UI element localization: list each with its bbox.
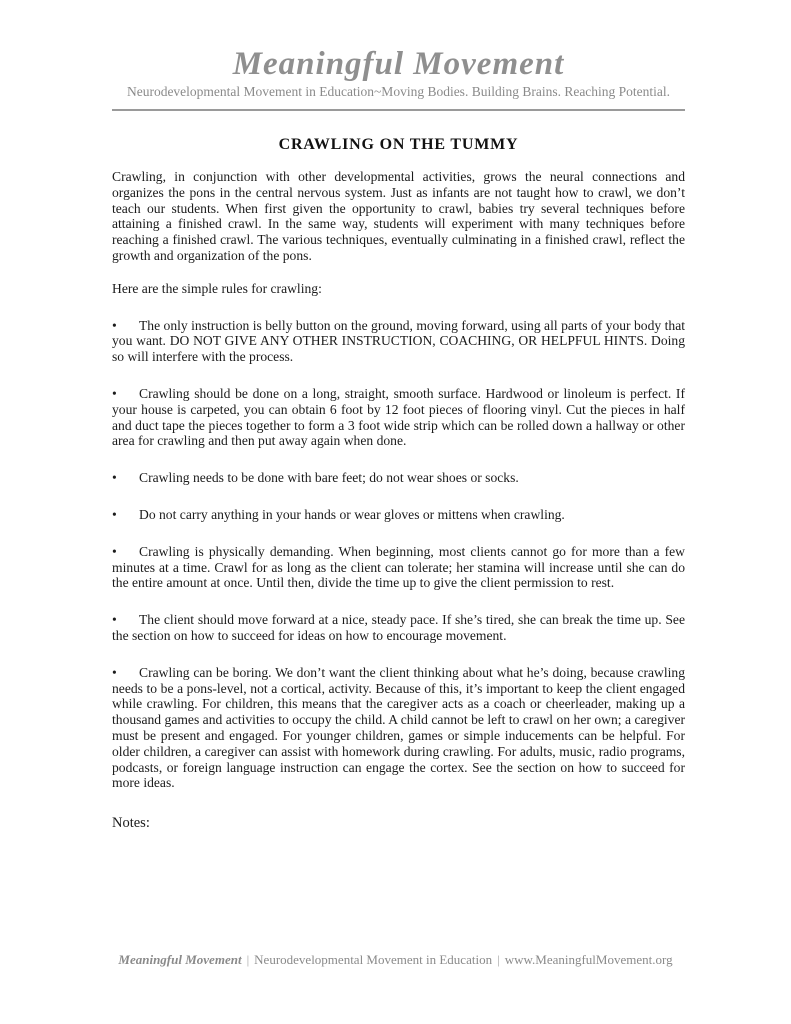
brand-title: Meaningful Movement — [232, 46, 565, 82]
page-title: CRAWLING ON THE TUMMY — [278, 136, 519, 153]
intro-paragraph: Crawling, in conjunction with other developmental activities, grows the neural connections and organizes the pons in the central nervous system. Just as infants are not taught how to crawl, we don’t teach our students. When first given the opportunity to crawl, babies try several techniques before attaining a finished crawl. In the same way, students will experiment with many techniques before reaching a finished crawl. The various techniques, eventually culminating in a finished crawl, reflect the growth and organization of the pons. — [112, 169, 685, 263]
bullet-item — [112, 665, 685, 791]
footer-separator: | — [497, 952, 500, 967]
bullet-text: Do not carry anything in your hands or wear gloves or mittens when crawling. — [139, 506, 565, 522]
bullet-icon: • — [112, 664, 117, 680]
bullet-item — [112, 386, 685, 449]
footer-url: www.MeaningfulMovement.org — [504, 952, 673, 967]
bullet-text: Crawling can be boring. We don’t want the client thinking about what he’s doing, because crawling needs to be a pons-level, not a cortical, activity. Because of this, it’s important to keep the client engaged while crawling. For children, this means that the caregiver acts as a coach or cheerleader, making up a thousand games and activities to occupy the child. A child cannot be left to crawl on her own; a caregiver must be present and engaged. For younger children, games or simple inducements can be helpful. For older children, a caregiver can assist with homework during crawling. For adults, music, radio programs, podcasts, or foreign language instruction can engage the cortex. See the section on how to succeed for more ideas. — [112, 664, 685, 791]
bullet-item — [112, 470, 685, 486]
bullet-icon: • — [112, 385, 117, 401]
bullet-item — [112, 507, 685, 523]
brand-subtitle: Neurodevelopmental Movement in Education~Moving Bodies. Building Brains. Reaching Potential. — [126, 84, 671, 99]
bullet-text: The client should move forward at a nice, steady pace. If she’s tired, she can break the time up. See the section on how to succeed for ideas on how to encourage movement. — [112, 612, 685, 643]
bullet-text: The only instruction is belly button on the ground, moving forward, using all parts of your body that you want. DO NOT GIVE ANY OTHER INSTRUCTION, COACHING, OR HELPFUL HINTS. Doing so will interfere with the process. — [112, 317, 685, 365]
bullet-text: Crawling should be done on a long, straight, smooth surface. Hardwood or linoleum is perfect. If your house is carpeted, you can obtain 6 foot by 12 foot pieces of flooring vinyl. Cut the pieces in half and duct tape the pieces together to form a 3 foot wide strip which can be rolled down a hallway or other area for crawling and then put away again when done. — [112, 385, 685, 449]
bullet-icon: • — [112, 470, 117, 486]
bullet-icon: • — [112, 612, 117, 628]
bullet-item — [112, 544, 685, 591]
bullet-item — [112, 318, 685, 365]
bullet-icon: • — [112, 317, 117, 333]
bullet-item — [112, 612, 685, 644]
rules-intro: Here are the simple rules for crawling: — [112, 280, 322, 296]
footer-tagline: Neurodevelopmental Movement in Education — [254, 952, 493, 967]
bullet-text: Crawling is physically demanding. When beginning, most clients cannot go for more than a few minutes at a time. Crawl for as long as the client can tolerate; her stamina will increase until she can do the entire amount at once. Until then, divide the time up to give the client permission to rest. — [112, 543, 685, 591]
page-footer — [0, 952, 791, 968]
bullet-icon: • — [112, 543, 117, 559]
bullet-list — [112, 318, 685, 792]
letterhead — [112, 46, 685, 111]
bullet-icon: • — [112, 506, 117, 522]
footer-brand: Meaningful Movement — [118, 952, 242, 967]
notes-label: Notes: — [112, 815, 150, 832]
header-divider — [112, 109, 685, 111]
bullet-text: Crawling needs to be done with bare feet; do not wear shoes or socks. — [139, 470, 519, 486]
footer-separator: | — [246, 952, 250, 967]
